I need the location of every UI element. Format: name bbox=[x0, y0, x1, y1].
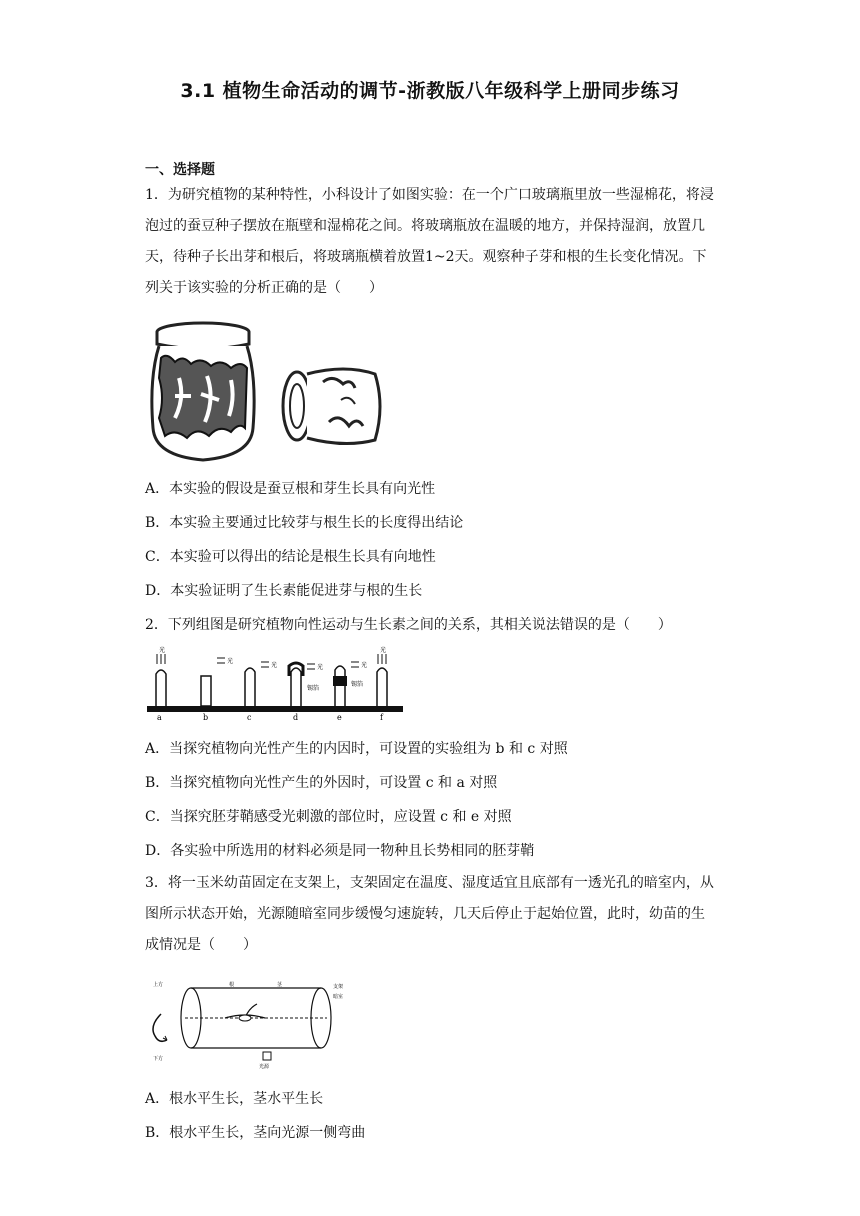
question-2-option-a: A．当探究植物向光性产生的内因时，可设置的实验组为 b 和 c 对照 bbox=[145, 741, 568, 757]
fig-light-source-label: 光源 bbox=[259, 1064, 270, 1070]
question-1-option-d: D．本实验证明了生长素能促进芽与根的生长 bbox=[145, 583, 423, 599]
jar-figure bbox=[145, 318, 385, 468]
coleoptile-illustration bbox=[145, 646, 405, 726]
fig-stand-label: 支架 bbox=[333, 984, 344, 990]
fig-light-label-c: 光 bbox=[271, 662, 278, 669]
question-2-option-c: C．当探究胚芽鞘感受光刺激的部位时，应设置 c 和 e 对照 bbox=[145, 809, 512, 825]
darkroom-figure bbox=[145, 974, 355, 1070]
fig-stem-label: 茎 bbox=[277, 982, 283, 988]
question-2-option-b: B．当探究植物向光性产生的外因时，可设置 c 和 a 对照 bbox=[145, 775, 498, 791]
question-3-stem: 3．将一玉米幼苗固定在支架上，支架固定在温度、湿度适宜且底部有一透光孔的暗室内，从图所示状态开始，光源随暗室同步缓慢匀速旋转，几天后停止于起始位置，此时，幼苗的生成情况是（ ） bbox=[145, 875, 714, 953]
question-3-option-b: B．根水平生长，茎向光源一侧弯曲 bbox=[145, 1125, 366, 1141]
question-2-stem: 2．下列组图是研究植物向性运动与生长素之间的关系，其相关说法错误的是（ ） bbox=[145, 617, 672, 633]
question-2-option-d: D．各实验中所选用的材料必须是同一物种且长势相同的胚芽鞘 bbox=[145, 843, 535, 859]
fig-light-label-f: 光 bbox=[380, 647, 387, 654]
fig-light-label-e: 光 bbox=[361, 662, 368, 669]
fig-label-c: c bbox=[247, 713, 252, 722]
fig-label-f: f bbox=[380, 713, 383, 722]
fig-light-label-d: 光 bbox=[317, 664, 324, 671]
fig-label-b: b bbox=[203, 713, 209, 722]
section-heading: 一、选择题 bbox=[145, 162, 215, 178]
fig-foil-label-d: 锡箔 bbox=[307, 685, 320, 692]
question-1-stem: 1．为研究植物的某种特性，小科设计了如图实验：在一个广口玻璃瓶里放一些湿棉花，将浸泡过的蚕豆种子摆放在瓶壁和湿棉花之间。将玻璃瓶放在温暖的地方，并保持湿润，放置几天，待种子长出芽和根后，将玻璃瓶横着放置1~2天。观察种子芽和根的生长变化情况。下列关于该实验的分析正确的是（ ） bbox=[145, 187, 714, 296]
page-title: 3.1 植物生命活动的调节-浙教版八年级科学上册同步练习 bbox=[180, 80, 680, 102]
fig-foil-label-e: 锡箔 bbox=[351, 681, 364, 688]
fig-label-a: a bbox=[157, 713, 162, 722]
jar-illustration bbox=[145, 318, 385, 468]
question-1-option-a: A．本实验的假设是蚕豆根和芽生长具有向光性 bbox=[145, 481, 436, 497]
fig-light-label-b: 光 bbox=[227, 658, 234, 665]
fig-light-label-a: 光 bbox=[159, 647, 166, 654]
fig-label-e: e bbox=[337, 713, 342, 722]
darkroom-illustration bbox=[145, 974, 355, 1070]
question-1-option-b: B．本实验主要通过比较芽与根生长的长度得出结论 bbox=[145, 515, 464, 531]
question-1-option-c: C．本实验可以得出的结论是根生长具有向地性 bbox=[145, 549, 436, 565]
fig-darkroom-label: 暗室 bbox=[333, 994, 344, 1000]
fig-bottom-label: 下方 bbox=[153, 1056, 164, 1062]
question-3-option-a: A．根水平生长，茎水平生长 bbox=[145, 1091, 324, 1107]
fig-label-d: d bbox=[293, 713, 299, 722]
fig-top-label: 上方 bbox=[153, 982, 164, 988]
coleoptile-figure bbox=[145, 646, 405, 726]
fig-root-label: 根 bbox=[229, 982, 235, 988]
